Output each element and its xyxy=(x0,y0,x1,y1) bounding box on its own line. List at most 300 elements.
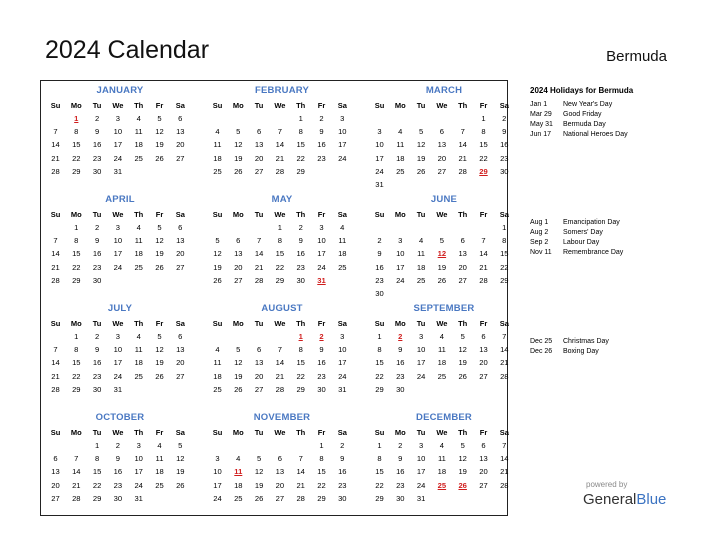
day-cell: 30 xyxy=(500,166,509,176)
day-cell: 19 xyxy=(155,249,164,259)
day-cell: 19 xyxy=(254,480,264,490)
day-cell: 30 xyxy=(92,275,102,285)
weekday-label: We xyxy=(112,428,124,437)
day-cell: 15 xyxy=(296,358,305,368)
weekday-label: Th xyxy=(458,210,468,219)
day-cell: 26 xyxy=(458,371,467,381)
weekday-label: Su xyxy=(212,319,223,328)
day-cell: 7 xyxy=(502,441,507,450)
day-cell: 27 xyxy=(458,275,467,285)
day-cell: 30 xyxy=(375,289,384,298)
day-cell: 6 xyxy=(236,236,241,246)
day-cell: 7 xyxy=(298,454,303,464)
day-cell: 12 xyxy=(416,140,426,150)
day-cell: 10 xyxy=(338,127,347,137)
day-cell: 23 xyxy=(296,262,305,272)
day-cell: 21 xyxy=(458,153,467,163)
day-cell: 27 xyxy=(234,275,243,285)
day-cell: 11 xyxy=(437,345,446,355)
weekday-label: Fr xyxy=(155,101,164,110)
day-cell: 28 xyxy=(500,480,509,490)
day-cell: 14 xyxy=(275,140,285,150)
weekday-label: We xyxy=(436,101,448,110)
day-cell: 15 xyxy=(275,249,285,259)
day-cell: 16 xyxy=(500,140,509,150)
day-cell: 17 xyxy=(113,140,123,150)
day-cell: 22 xyxy=(72,371,81,381)
day-cell: 25 xyxy=(234,493,243,503)
day-cell: 6 xyxy=(277,454,282,464)
weekday-label: Mo xyxy=(70,101,82,110)
day-cell: 26 xyxy=(176,480,185,490)
day-cell: 2 xyxy=(94,223,100,232)
day-cell: 26 xyxy=(155,262,164,272)
day-cell: 25 xyxy=(416,275,426,285)
day-cell: 15 xyxy=(479,140,488,150)
day-cell: 25 xyxy=(155,480,164,490)
day-cell: 6 xyxy=(256,345,262,355)
day-cell: 20 xyxy=(254,371,264,381)
day-cell: 14 xyxy=(254,249,264,259)
day-cell: 4 xyxy=(439,441,444,450)
day-cell: 7 xyxy=(481,236,486,246)
day-cell: 3 xyxy=(398,236,403,246)
day-cell: 18 xyxy=(437,467,447,477)
day-cell: 17 xyxy=(338,140,347,150)
holiday-date: Sep 2 xyxy=(530,239,549,246)
day-cell: 27 xyxy=(254,384,264,394)
day-cell: 3 xyxy=(377,127,382,137)
weekday-label: Th xyxy=(458,319,468,328)
day-cell: 6 xyxy=(481,332,486,341)
weekday-label: We xyxy=(112,319,124,328)
day-cell: 7 xyxy=(74,454,79,464)
day-cell: 8 xyxy=(377,454,382,464)
day-cell: 13 xyxy=(458,249,467,259)
day-cell: 17 xyxy=(134,467,143,477)
day-cell: 10 xyxy=(213,467,222,477)
day-cell: 15 xyxy=(72,140,81,150)
day-cell: 10 xyxy=(338,345,347,355)
weekday-label: Tu xyxy=(416,428,426,437)
month-september xyxy=(369,299,519,403)
day-cell: 30 xyxy=(317,384,326,394)
weekday-label: Mo xyxy=(232,428,244,437)
day-cell: 8 xyxy=(298,345,303,355)
day-cell: 25 xyxy=(396,166,405,176)
weekday-header xyxy=(45,428,195,439)
holiday-day-cell: 2 xyxy=(398,332,403,341)
day-cell: 12 xyxy=(155,127,164,137)
day-cell: 8 xyxy=(298,127,303,137)
weekday-header xyxy=(369,101,519,112)
day-cell: 1 xyxy=(94,441,100,450)
day-cell: 4 xyxy=(236,454,241,464)
day-cell: 12 xyxy=(254,467,264,477)
calendar-grid xyxy=(40,80,508,516)
day-cell: 9 xyxy=(319,127,324,137)
day-cell: 13 xyxy=(234,249,243,259)
day-cell: 17 xyxy=(416,358,426,368)
day-cell: 4 xyxy=(157,441,162,450)
day-cell: 5 xyxy=(460,332,465,341)
weekday-label: Su xyxy=(374,319,385,328)
day-cell: 21 xyxy=(500,358,509,368)
weekday-label: Sa xyxy=(499,101,509,110)
weekday-label: Th xyxy=(134,319,144,328)
day-cell: 24 xyxy=(113,262,123,272)
holiday-date: Mar 29 xyxy=(530,111,552,118)
weekday-label: Sa xyxy=(175,319,185,328)
day-cell: 23 xyxy=(396,480,405,490)
day-cell: 23 xyxy=(317,371,326,381)
day-cell: 12 xyxy=(176,454,185,464)
day-cell: 27 xyxy=(254,166,264,176)
day-cell: 18 xyxy=(396,153,405,163)
day-cell: 27 xyxy=(437,166,447,176)
day-cell: 9 xyxy=(398,454,403,464)
day-cell: 3 xyxy=(340,114,345,123)
day-cell: 27 xyxy=(176,371,185,381)
day-cell: 20 xyxy=(275,480,285,490)
day-cell: 31 xyxy=(416,493,426,503)
day-cell: 24 xyxy=(113,371,123,381)
day-cell: 26 xyxy=(416,166,426,176)
day-cell: 14 xyxy=(458,140,467,150)
day-cell: 2 xyxy=(377,236,382,246)
day-cell: 10 xyxy=(375,140,384,150)
day-cell: 28 xyxy=(72,493,81,503)
day-cell: 17 xyxy=(213,480,222,490)
day-cell: 19 xyxy=(155,358,164,368)
holiday-name: National Heroes Day xyxy=(563,131,628,138)
day-cell: 9 xyxy=(115,454,120,464)
day-cell: 12 xyxy=(155,236,164,246)
day-cell: 27 xyxy=(176,153,185,163)
day-cell: 19 xyxy=(176,467,185,477)
month-may xyxy=(207,190,357,294)
day-cell: 28 xyxy=(500,371,509,381)
weekday-label: Mo xyxy=(394,319,406,328)
day-cell: 6 xyxy=(439,127,444,137)
day-cell: 31 xyxy=(134,493,143,503)
day-cell: 24 xyxy=(338,371,347,381)
day-cell: 4 xyxy=(398,127,403,137)
day-cell: 12 xyxy=(458,345,467,355)
day-cell: 28 xyxy=(458,166,467,176)
day-cell: 20 xyxy=(458,262,467,272)
day-cell: 7 xyxy=(53,345,58,355)
weekday-label: Mo xyxy=(232,210,244,219)
day-cell: 25 xyxy=(338,262,347,272)
day-cell: 9 xyxy=(502,127,507,137)
day-cell: 19 xyxy=(234,371,243,381)
holiday-day-cell: 11 xyxy=(234,467,243,477)
day-cell: 3 xyxy=(418,332,424,341)
weekday-header xyxy=(207,210,357,221)
day-cell: 21 xyxy=(254,262,264,272)
month-january xyxy=(45,81,195,185)
holiday-day-cell: 31 xyxy=(317,275,326,285)
holidays-title: 2024 Holidays for Bermuda xyxy=(530,86,634,95)
weekday-label: Sa xyxy=(175,101,185,110)
day-cell: 20 xyxy=(51,480,60,490)
day-cell: 14 xyxy=(51,358,60,368)
day-cell: 18 xyxy=(437,358,447,368)
day-cell: 24 xyxy=(338,153,347,163)
month-name: JULY xyxy=(107,303,133,314)
day-cell: 20 xyxy=(176,249,185,259)
day-cell: 27 xyxy=(176,262,185,272)
weekday-label: Mo xyxy=(394,428,406,437)
day-cell: 28 xyxy=(51,166,60,176)
day-cell: 22 xyxy=(275,262,285,272)
day-cell: 9 xyxy=(319,345,324,355)
day-cell: 10 xyxy=(134,454,143,464)
day-cell: 16 xyxy=(92,140,102,150)
weekday-label: Fr xyxy=(479,428,488,437)
day-cell: 29 xyxy=(72,384,81,394)
day-cell: 18 xyxy=(416,262,426,272)
day-cell: 17 xyxy=(338,358,347,368)
day-cell: 2 xyxy=(94,332,100,341)
day-cell: 11 xyxy=(437,454,446,464)
day-cell: 8 xyxy=(502,236,507,246)
day-cell: 2 xyxy=(115,441,120,450)
day-cell: 11 xyxy=(213,358,222,368)
day-cell: 4 xyxy=(340,223,345,232)
month-october xyxy=(45,408,195,512)
month-february xyxy=(207,81,357,185)
day-cell: 29 xyxy=(296,384,305,394)
day-cell: 29 xyxy=(375,493,384,503)
weekday-label: Tu xyxy=(92,210,102,219)
day-cell: 19 xyxy=(213,262,222,272)
day-cell: 14 xyxy=(500,345,509,355)
day-cell: 26 xyxy=(437,275,447,285)
holiday-date: Dec 26 xyxy=(530,348,553,355)
day-cell: 14 xyxy=(51,249,60,259)
weekday-label: Fr xyxy=(155,319,164,328)
day-cell: 14 xyxy=(500,454,509,464)
holiday-name: Christmas Day xyxy=(563,338,609,345)
weekday-label: Tu xyxy=(416,101,426,110)
weekday-label: We xyxy=(436,319,448,328)
day-cell: 29 xyxy=(72,275,81,285)
weekday-label: Fr xyxy=(155,210,164,219)
day-cell: 13 xyxy=(479,454,488,464)
weekday-label: Th xyxy=(458,428,468,437)
day-cell: 9 xyxy=(298,236,303,246)
month-june xyxy=(369,190,519,298)
day-cell: 29 xyxy=(375,384,384,394)
day-cell: 22 xyxy=(296,153,305,163)
day-cell: 28 xyxy=(479,275,488,285)
day-cell: 5 xyxy=(418,127,424,137)
day-cell: 17 xyxy=(416,467,426,477)
month-name: MARCH xyxy=(425,85,463,96)
day-cell: 23 xyxy=(396,371,405,381)
day-cell: 6 xyxy=(178,223,183,232)
holiday-name: New Year's Day xyxy=(563,101,613,108)
weekday-header xyxy=(207,319,357,330)
day-cell: 8 xyxy=(481,127,486,137)
day-cell: 2 xyxy=(319,114,324,123)
weekday-label: Fr xyxy=(155,428,164,437)
holiday-date: Aug 2 xyxy=(530,229,549,236)
day-cell: 2 xyxy=(94,114,100,123)
day-cell: 23 xyxy=(92,371,102,381)
month-name: FEBRUARY xyxy=(254,85,310,96)
holiday-name: Remembrance Day xyxy=(563,249,624,256)
day-cell: 8 xyxy=(74,236,79,246)
day-cell: 4 xyxy=(136,332,141,341)
day-cell: 12 xyxy=(155,345,164,355)
brand-logo xyxy=(583,491,666,508)
day-cell: 16 xyxy=(396,358,405,368)
weekday-label: Sa xyxy=(175,210,185,219)
day-cell: 26 xyxy=(234,166,243,176)
weekday-header xyxy=(45,210,195,221)
holiday-day-cell: 1 xyxy=(298,332,303,341)
weekday-label: Fr xyxy=(317,428,326,437)
day-cell: 20 xyxy=(176,140,185,150)
day-cell: 13 xyxy=(254,140,264,150)
day-cell: 25 xyxy=(134,371,143,381)
day-cell: 13 xyxy=(479,345,488,355)
day-cell: 31 xyxy=(113,384,123,394)
day-cell: 5 xyxy=(215,236,220,246)
day-cell: 19 xyxy=(458,358,467,368)
day-cell: 30 xyxy=(296,275,305,285)
weekday-label: We xyxy=(274,101,286,110)
day-cell: 10 xyxy=(416,345,426,355)
weekday-label: Su xyxy=(50,428,61,437)
month-name: JANUARY xyxy=(96,85,144,96)
day-cell: 8 xyxy=(74,345,79,355)
day-cell: 16 xyxy=(317,358,326,368)
weekday-label: Th xyxy=(134,101,144,110)
day-cell: 28 xyxy=(51,275,60,285)
month-december xyxy=(369,408,519,512)
day-cell: 27 xyxy=(275,493,285,503)
weekday-label: Fr xyxy=(479,319,488,328)
holiday-date: May 31 xyxy=(530,121,553,128)
day-cell: 8 xyxy=(377,345,382,355)
day-cell: 22 xyxy=(317,480,326,490)
weekday-label: Su xyxy=(212,210,223,219)
day-cell: 11 xyxy=(134,236,143,246)
day-cell: 11 xyxy=(155,454,164,464)
day-cell: 27 xyxy=(51,493,60,503)
day-cell: 3 xyxy=(215,454,220,464)
day-cell: 19 xyxy=(155,140,164,150)
day-cell: 6 xyxy=(53,454,58,464)
day-cell: 20 xyxy=(176,358,185,368)
weekday-label: Fr xyxy=(479,210,488,219)
day-cell: 26 xyxy=(234,384,243,394)
day-cell: 22 xyxy=(375,371,384,381)
day-cell: 7 xyxy=(277,127,282,137)
day-cell: 5 xyxy=(178,441,183,450)
month-name: NOVEMBER xyxy=(253,412,311,423)
day-cell: 13 xyxy=(176,236,185,246)
day-cell: 5 xyxy=(236,345,241,355)
day-cell: 8 xyxy=(277,236,282,246)
day-cell: 11 xyxy=(213,140,222,150)
day-cell: 10 xyxy=(113,127,123,137)
day-cell: 4 xyxy=(215,127,220,137)
day-cell: 18 xyxy=(134,140,143,150)
day-cell: 5 xyxy=(256,454,262,464)
weekday-label: Su xyxy=(374,101,385,110)
weekday-label: Fr xyxy=(479,101,488,110)
month-march xyxy=(369,81,519,189)
weekday-label: Th xyxy=(296,319,306,328)
holiday-name: Bermuda Day xyxy=(563,121,606,128)
holiday-day-cell: 2 xyxy=(319,332,324,341)
weekday-label: Th xyxy=(296,101,306,110)
weekday-label: Mo xyxy=(232,319,244,328)
day-cell: 28 xyxy=(254,275,264,285)
day-cell: 10 xyxy=(113,345,123,355)
day-cell: 20 xyxy=(254,153,264,163)
day-cell: 15 xyxy=(375,467,384,477)
day-cell: 14 xyxy=(479,249,488,259)
day-cell: 20 xyxy=(479,358,488,368)
weekday-label: Su xyxy=(374,210,385,219)
day-cell: 22 xyxy=(375,480,384,490)
day-cell: 24 xyxy=(134,480,143,490)
day-cell: 7 xyxy=(502,332,507,341)
day-cell: 23 xyxy=(338,480,347,490)
day-cell: 2 xyxy=(502,114,507,123)
weekday-label: Sa xyxy=(499,319,509,328)
weekday-label: Th xyxy=(296,210,306,219)
weekday-label: Fr xyxy=(317,319,326,328)
weekday-label: Su xyxy=(212,428,223,437)
day-cell: 5 xyxy=(439,236,444,246)
day-cell: 30 xyxy=(92,384,102,394)
day-cell: 24 xyxy=(396,275,405,285)
day-cell: 24 xyxy=(213,493,222,503)
day-cell: 9 xyxy=(94,236,100,246)
day-cell: 6 xyxy=(481,441,486,450)
day-cell: 29 xyxy=(92,493,102,503)
day-cell: 2 xyxy=(340,441,345,450)
weekday-label: Sa xyxy=(337,101,347,110)
holiday-date: Jan 1 xyxy=(530,101,548,108)
weekday-header xyxy=(207,428,357,439)
day-cell: 3 xyxy=(340,332,345,341)
weekday-label: We xyxy=(436,210,448,219)
day-cell: 15 xyxy=(317,467,326,477)
day-cell: 21 xyxy=(275,371,285,381)
holiday-date: Dec 25 xyxy=(530,338,553,345)
day-cell: 12 xyxy=(234,358,243,368)
weekday-label: Tu xyxy=(254,210,264,219)
weekday-header xyxy=(45,101,195,112)
weekday-label: Tu xyxy=(92,428,102,437)
day-cell: 29 xyxy=(275,275,285,285)
day-cell: 19 xyxy=(416,153,426,163)
day-cell: 11 xyxy=(134,345,143,355)
country-name: Bermuda xyxy=(606,48,667,65)
day-cell: 9 xyxy=(377,249,382,259)
day-cell: 21 xyxy=(51,371,60,381)
day-cell: 1 xyxy=(298,114,303,123)
day-cell: 3 xyxy=(136,441,141,450)
